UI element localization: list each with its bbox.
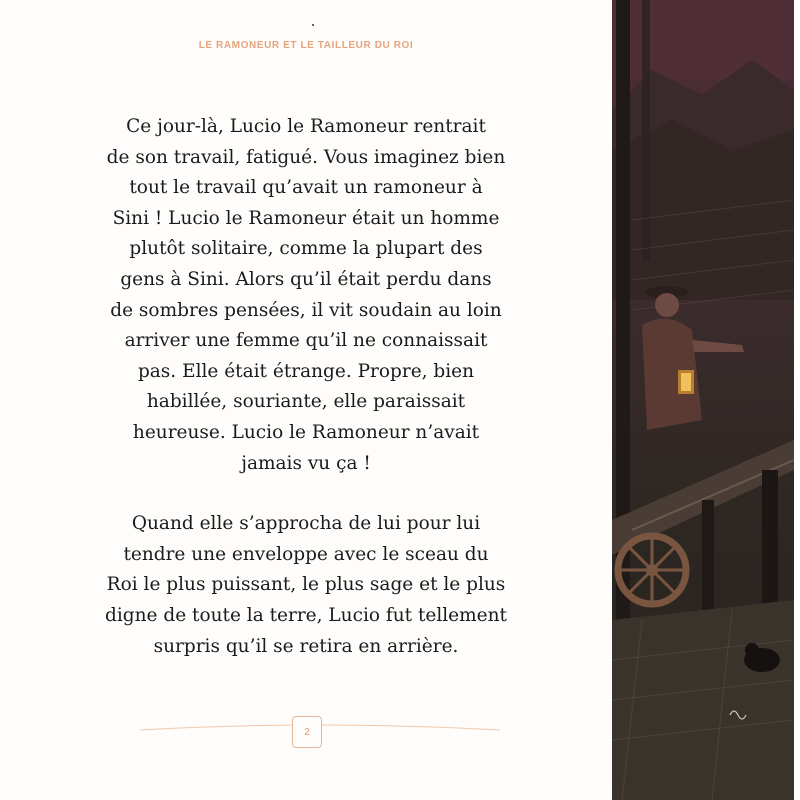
page-number-box bbox=[292, 716, 322, 748]
text-line: Quand elle s’approcha de lui pour lui bbox=[131, 513, 481, 535]
story-text bbox=[60, 112, 552, 662]
text-line: jamais vu ça ! bbox=[241, 452, 371, 474]
paragraph-1 bbox=[60, 112, 552, 479]
text-line: digne de toute la terre, Lucio fut tellement bbox=[105, 604, 507, 626]
printer-dot bbox=[312, 24, 314, 26]
text-line: plutôt solitaire, comme la plupart des bbox=[129, 238, 483, 260]
text-line: surpris qu’il se retira en arrière. bbox=[153, 635, 459, 657]
running-head: LE RAMONEUR ET LE TAILLEUR DU ROI bbox=[198, 40, 414, 51]
text-line: de son travail, fatigué. Vous imaginez bien bbox=[106, 146, 506, 168]
story-illustration bbox=[612, 0, 794, 800]
text-line: arriver une femme qu’il ne connaissait bbox=[124, 330, 488, 352]
text-line: pas. Elle était étrange. Propre, bien bbox=[137, 360, 475, 382]
illustration-art bbox=[612, 0, 794, 800]
text-line: habillée, souriante, elle paraissait bbox=[146, 391, 466, 413]
text-line: tendre une enveloppe avec le sceau du bbox=[123, 543, 489, 565]
text-line: gens à Sini. Alors qu’il était perdu dans bbox=[120, 268, 492, 290]
text-line: Roi le plus puissant, le plus sage et le plus bbox=[106, 574, 506, 596]
text-line: tout le travail qu’avait un ramoneur à bbox=[129, 177, 483, 199]
text-line: Sini ! Lucio le Ramoneur était un homme bbox=[112, 207, 500, 229]
text-line: heureuse. Lucio le Ramoneur n’avait bbox=[132, 421, 480, 443]
page-number: 2 bbox=[304, 726, 310, 738]
paragraph-2 bbox=[60, 509, 552, 662]
page-margin bbox=[794, 0, 800, 800]
text-line: de sombres pensées, il vit soudain au loin bbox=[110, 299, 502, 321]
text-line: Ce jour-là, Lucio le Ramoneur rentrait bbox=[126, 116, 486, 137]
